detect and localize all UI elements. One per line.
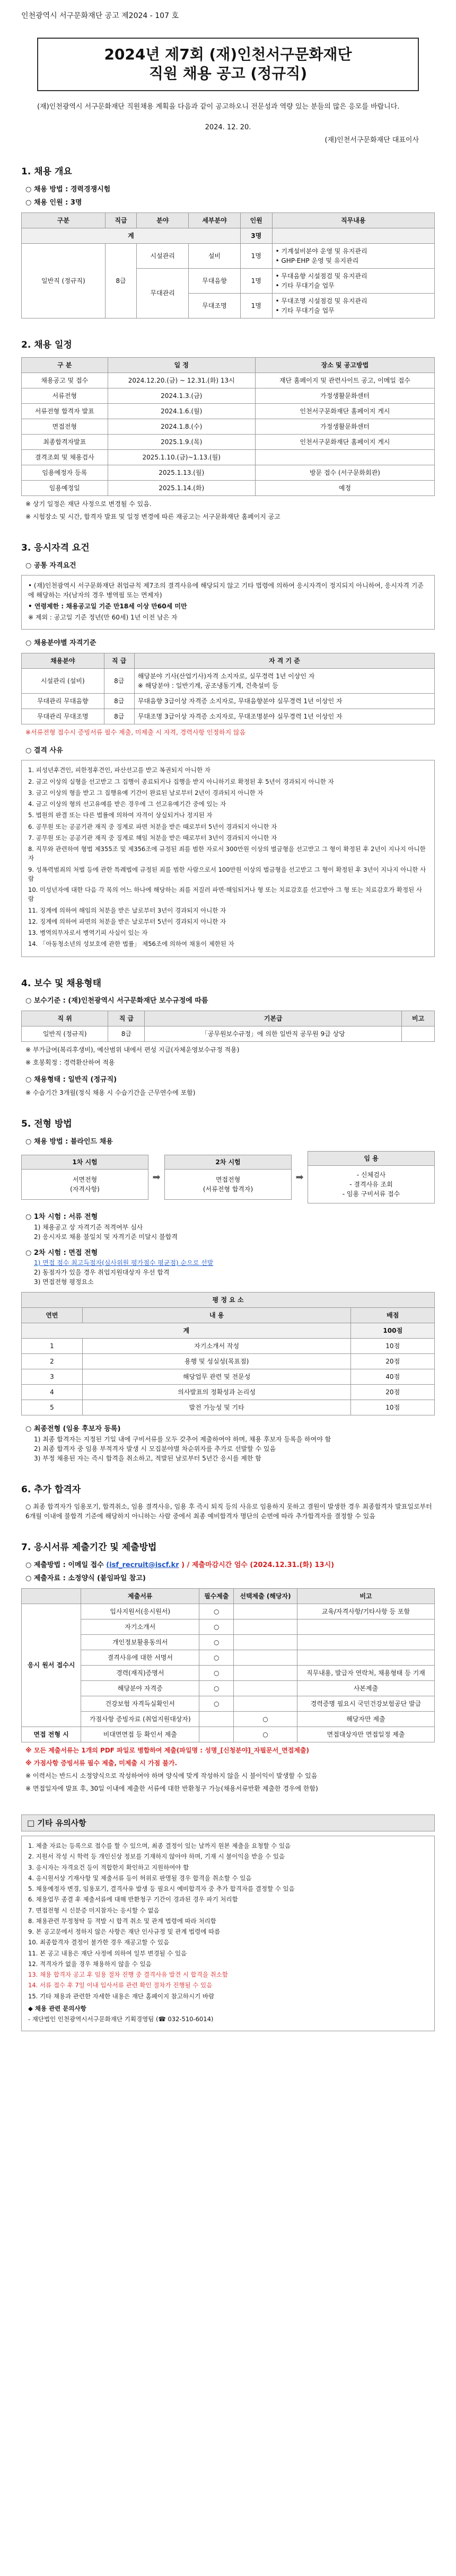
list-item: 3) 부정 채용된 자는 즉시 합격을 취소하고, 적발된 날로부터 5년간 응시를 제한 함 [34, 1454, 261, 1462]
list-item: 2) 응시자로 채용 불일치 및 자격기준 미달시 불합격 [34, 1233, 178, 1241]
list-item: 15. 기타 채용과 관련한 자세한 내용은 재단 홈페이지 참고하시기 바람 [28, 1992, 215, 2000]
list-item: 2) 동점자가 있을 경우 취업지원대상자 우선 합격 [34, 1269, 170, 1277]
title-line-2: 직원 채용 공고 (정규직) [148, 65, 308, 83]
list-item: 4. 응시원서상 기재사항 및 제출서류 등이 허위로 판명될 경우 합격을 취소할 수 있음 [28, 1874, 252, 1882]
list-item: 6. 공무원 또는 공공기관 재직 중 징계로 파면 처분을 받은 때로부터 5년이 경과되지 아니한 자 [28, 822, 277, 830]
table-row: 4 의사발표의 정확성과 논리성 20점 [22, 1385, 435, 1400]
table-row: 시설관리 (설비) 8급 해당분야 기사(산업기사)자격 소지자로, 실무경력 1년 이상인 자 ※ 해당분야 : 일반기계, 공조냉동기계, 건축설비 등 [22, 668, 435, 693]
arrow-right-icon: ➡ [295, 1172, 304, 1183]
th-grade: 직급 [105, 213, 137, 228]
list-item: 3) 면접전형 평정요소 [34, 1278, 94, 1286]
additional-pass-text: ○ 최종 합격자가 임용포기, 합격취소, 임용 결격사유, 임용 후 즉시 퇴직 등의 사유로 임용하지 못하고 결원이 발생한 경우 최종합격자 발표일로부터 6개월 이내에 불합격 기준에 해당하지 아니하는 사람 중에서 최종 예비합격자 명단의 순번에 따라 추가합격자를 결정할 수 있음 [25, 1503, 432, 1520]
pdf-note: ※ 모든 제출서류는 1개의 PDF 파일로 병합하여 제출(파일명 : 성명_[신청분야]_자필문서_면접제출) [25, 1746, 310, 1754]
table-row: 경력(재직)증명서 ○ 직무내용, 발급자 연락처, 채용형태 등 기재 [22, 1665, 435, 1680]
table-row: 무대관리 무대음향 8급 무대음향 3급이상 자격증 소지자로, 무대음향분야 실무경력 1년 이상인 자 [22, 693, 435, 709]
list-item: 1. 피성년후견인, 피한정후견인, 파산선고를 받고 복권되지 아니한 자 [28, 766, 211, 774]
section-8-title: □ 기타 유의사항 [21, 1814, 435, 1832]
subfield-cell: 무대음향 [189, 268, 241, 293]
th-category: 구분 [22, 213, 106, 228]
field-req-title: ○ 채용분야별 자격기준 [25, 639, 97, 648]
qualification-table [21, 653, 435, 724]
table-row: 채용공고 및 접수 2024.12.20.(금) ~ 12.31.(화) 13시 재단 홈페이지 및 관련사이트 공고, 이메일 접수 [22, 373, 435, 388]
title-box [37, 38, 419, 91]
list-item: 14. 「아동청소년의 성보호에 관한 법률」 제56조에 의하여 채용이 제한된 자 [28, 940, 234, 948]
notice-number: 인천광역시 서구문화재단 공고 제2024 - 107 호 [21, 12, 179, 20]
list-item: 13. 병역의무자로서 병역기피 사실이 있는 자 [28, 929, 148, 937]
table-row: 무대관리 무대조명 8급 무대조명 3급이상 자격증 소지자로, 무대조명분야 실무경력 1년 이상인 자 [22, 709, 435, 724]
table-row: 해당분야 자격증 ○ 사본제출 [22, 1680, 435, 1696]
grade-cell: 8급 [105, 243, 137, 318]
field-stage: 무대관리 [137, 268, 189, 318]
th-field: 채용분야 [22, 653, 104, 668]
table-row: 개인정보활용동의서 ○ [22, 1634, 435, 1650]
intro-text: (재)인천광역시 서구문화재단 직원채용 계획을 다음과 같이 공고하오니 전문성과 역량 있는 분들의 많은 응모를 바랍니다. [37, 102, 400, 111]
count-cell: 1명 [240, 293, 272, 318]
table-row: 1 자기소개서 작성 10점 [22, 1339, 435, 1354]
subfield-cell: 설비 [189, 243, 241, 268]
section-3-title: 3. 응시자격 요건 [21, 543, 90, 554]
count-cell: 1명 [240, 243, 272, 268]
table-row: 응시 원서 접수시 입사지원서(응시원서) ○ 교육/자격사항/기타사항 등 포함 [22, 1604, 435, 1619]
evaluation-table: 평 정 요 소 연번 내 용 배점 계 100점 1 자기소개서 작성 10점 2 용행 및 성실성(목표점) 20점 3 해당업무 관련 및 전문성 40점 4 의사발표의 정확성과 논리성 20점 5 발전 가능성 및 기타 10점 [21, 1292, 435, 1415]
form-note: ※ 이력서는 반드시 소정양식으로 작성하여야 하며 양식에 맞게 작성하지 않을 시 불이익이 발생할 수 있음 [25, 1772, 318, 1780]
table-row: 임용예정자 등록 2025.1.13.(월) 방문 접수 (서구문화회관) [22, 465, 435, 481]
section-6-title: 6. 추가 합격자 [21, 1484, 81, 1495]
documents-table: 제출서류 필수제출 선택제출 (해당자) 비고 응시 원서 접수시 입사지원서(응시원서) ○ 교육/자격사항/기타사항 등 포함 자기소개서 ○ 개인정보활용동의서 ○ 결격사유에 대한 서명서 ○ 경력(재직)증명서 ○ 직무내용, 발급자 연락처, 채용형태 등 기재 해당분야 자격증 ○ 사본제출 건강보험 자격득실확인서 ○ 경력증명 필요시 국민건강보험공단 발급 가점사항 증빙자료 (취업지원대상자) ○ 해당자만 제출 면접 전형 시 비대면면접 등 확인서 제출 ○ 면접대상자만 면접일정 제출 [21, 1588, 435, 1742]
list-item: 11. 징계에 의하여 해임의 처분을 받은 날로부터 3년이 경과되지 아니한 자 [28, 906, 226, 914]
group-cell: 일반직 (정규직) [22, 243, 106, 318]
section-2-title: 2. 채용 일정 [21, 339, 72, 350]
submission-docs: ○ 제출자료 : 소정양식 (붙임파일 참고) [25, 1574, 146, 1583]
step-2: 2차 시험 면접전형 (서류전형 합격자) [164, 1155, 292, 1200]
th-schedule: 일 정 [108, 358, 255, 373]
table-row: 2 용행 및 성실성(목표점) 20점 [22, 1354, 435, 1369]
th-requirement: 자 격 기 준 [134, 653, 434, 668]
list-item: 1) 면접 점수 최고득점자(심사위원 평가점수 평균점) 순으로 선발 [34, 1259, 214, 1267]
first-exam: ○ 1차 시험 : 서류 전형 [25, 1213, 98, 1221]
count-cell: 1명 [240, 268, 272, 293]
th-remark: 비고 [402, 1011, 435, 1026]
list-item: 1) 채용공고 상 자격기준 적격여부 심사 [34, 1223, 143, 1231]
pay-table [21, 1011, 435, 1042]
total-count: 3명 [240, 228, 272, 243]
list-item: 2. 금고 이상의 실형을 선고받고 그 집행이 종료되거나 집행을 받지 아니하기로 확정된 후 5년이 경과되지 아니한 자 [28, 777, 334, 785]
overview-table [21, 213, 435, 318]
list-item: 12. 징계에 의하여 파면의 처분을 받은 날로부터 5년이 경과되지 아니한 자 [28, 917, 226, 925]
th-duty: 직무내용 [272, 213, 435, 228]
table-row: 결격사유에 대한 서명서 ○ [22, 1650, 435, 1665]
selection-steps [21, 1151, 435, 1203]
list-item: 1) 최종 합격자는 지정된 기일 내에 구비서류를 모두 갖추어 제출하여야 하며, 채용 후보자 등록을 하여야 함 [34, 1435, 331, 1443]
list-item: 3. 금고 이상의 형을 받고 그 집행유예 기간이 완료된 날로부터 2년이 경과되지 아니한 자 [28, 789, 264, 796]
th-position: 직 위 [22, 1011, 108, 1026]
employment-type: ○ 채용형태 : 일반직 (정규직) [25, 1075, 117, 1084]
table-row: 자기소개서 ○ [22, 1619, 435, 1634]
th-count: 인원 [240, 213, 272, 228]
selection-method: ○ 채용 방법 : 블라인드 채용 [25, 1137, 113, 1146]
common-req-box [21, 575, 435, 630]
common-req-item: ※ 제외 : 공고일 기준 정년(만 60세) 1년 이전 남은 자 [28, 614, 178, 622]
second-exam: ○ 2차 시험 : 면접 전형 [25, 1249, 98, 1257]
th-field: 분야 [137, 213, 189, 228]
list-item: 5. 법원의 판결 또는 다른 법률에 의하여 자격이 상실되거나 정지된 자 [28, 811, 213, 819]
list-item: 5. 채용예정자 변경, 임용포기, 결격사유 발생 등 필요시 예비합격자 중 추가 합격자를 결정할 수 있음 [28, 1885, 295, 1893]
organization: (재)인천서구문화재단 대표이사 [325, 136, 419, 144]
eval-title: 평 정 요 소 [22, 1293, 435, 1308]
list-item: 9. 본 공고문에서 정하지 않은 사항은 재단 인사규정 및 관계 법령에 따름 [28, 1928, 221, 1936]
list-item: 8. 채용관련 부정청탁 등 적발 시 합격 취소 및 관계 법령에 따라 처리함 [28, 1917, 216, 1925]
schedule-table [21, 357, 435, 496]
contact-title: ◆ 채용 관련 문의사항 [28, 2004, 86, 2012]
th-grade: 직 급 [104, 653, 134, 668]
final-stage: ○ 최종전형 (임용 후보자 등록) [25, 1425, 121, 1433]
table-row: 3 해당업무 관련 및 전문성 40점 [22, 1369, 435, 1385]
table-row: 결격조회 및 채용검사 2025.1.10.(금)~1.13.(월) [22, 450, 435, 465]
schedule-note-1: ※ 상기 일정은 재단 사정으로 변경될 수 있음. [25, 500, 152, 508]
duty-cell: • 기계설비분야 운영 및 유지관리 • GHP·EHP 운영 및 유지관리 [272, 243, 435, 268]
bonus-note: ※ 가점사항 증빙서류 필수 제출, 미제출 시 가점 불가. [25, 1759, 178, 1767]
th-item: 구 분 [22, 358, 108, 373]
duty-cell: • 무대음향 시설점검 및 유지관리 • 기타 무대기술 업무 [272, 268, 435, 293]
table-row: 일반직 (정규직) 8급 「공무원보수규정」에 의한 일반직 공무원 9급 상당 [22, 1026, 435, 1041]
section-5-title: 5. 전형 방법 [21, 1119, 72, 1130]
table-row: 가점사항 증빙자료 (취업지원대상자) ○ 해당자만 제출 [22, 1711, 435, 1727]
pay-basis: ○ 보수기준 : (재)인천광역시 서구문화재단 보수규정에 따름 [25, 997, 208, 1005]
recruit-method: ○ 채용 방법 : 경력경쟁시험 [25, 185, 111, 193]
step-3: 임 용 - 신체검사 - 결격사유 조회 - 임용 구비서류 접수 [308, 1151, 435, 1203]
return-note: ※ 면접일자에 발표 후, 30일 이내에 제출한 서류에 대한 반환청구 가능(채용서류반환 제출한 경우에 한함) [25, 1784, 318, 1792]
list-item: 11. 본 공고 내용은 재단 사정에 의하여 일부 변경될 수 있음 [28, 1949, 187, 1957]
etc-box [21, 1836, 435, 2031]
email-link[interactable]: (isf_recruit@iscf.kr [106, 1561, 179, 1569]
disqualification-title: ○ 결격 사유 [25, 746, 63, 755]
table-row: 건강보험 자격득실확인서 ○ 경력증명 필요시 국민건강보험공단 발급 [22, 1696, 435, 1711]
list-item: 10. 최종합격자 결정이 불가한 경우 재공고할 수 있음 [28, 1938, 170, 1946]
list-item: 7. 면접전형 시 신분증 미지참자는 응시할 수 없음 [28, 1906, 160, 1914]
title-line-1: 2024년 제7회 (재)인천서구문화재단 [104, 46, 352, 63]
total-label: 계 [22, 228, 241, 243]
table-row: 서류전형 합격자 발표 2024.1.6.(월) 인천서구문화재단 홈페이지 게시 [22, 404, 435, 419]
duty-cell: • 무대조명 시설점검 및 유지관리 • 기타 무대기술 업무 [272, 293, 435, 318]
list-item: 9. 성폭력범죄의 처벌 등에 관한 특례법에 규정된 죄를 범한 사람으로서 100만원 이상의 벌금형을 선고받고 그 형이 확정된 후 3년이 지나지 아니한 사람 [28, 865, 426, 882]
probation-note: ※ 수습기간 3개월(정식 채용 시 수습기간을 근무연수에 포함) [25, 1089, 196, 1097]
arrow-right-icon: ➡ [152, 1172, 161, 1183]
table-row: 5 발전 가능성 및 기타 10점 [22, 1400, 435, 1415]
pay-note-1: ※ 부가급여(복리후생비), 예산범위 내에서 편성 지급(자체운영보수규정 적용) [25, 1046, 240, 1054]
step-1: 1차 시험 서면전형 (자격사항) [21, 1155, 148, 1200]
contact-info: - 재단법인 인천광역시서구문화재단 기획경영팀 (☎ 032-510-6014) [28, 2015, 214, 2023]
list-item: 10. 미성년자에 대한 다음 각 목의 어느 하나에 해당하는 죄를 저질러 파면·해임되거나 형 또는 치료감호를 선고받아 그 형 또는 치료감호가 확정된 사람 [28, 886, 423, 903]
common-req-item: • (재)인천광역시 서구문화재단 취업규칙 제7조의 결격사유에 해당되지 않고 기타 법령에 의하여 응시자격이 정지되지 아니하여, 응시자격 기준에 해당하는 자(남자의 경우 병역필 또는 면제자) [28, 582, 424, 599]
list-item: 2) 최종 합격자 중 임용 부적격자 발생 시 모집분야별 차순위자를 추가로 선발할 수 있음 [34, 1445, 276, 1453]
table-row: 서류전형 2024.1.3.(금) 가정생활문화센터 [22, 388, 435, 404]
list-item: 12. 적격자가 없을 경우 채용하지 않을 수 있음 [28, 1960, 152, 1968]
table-row: 임용예정일 2025.1.14.(화) 예정 [22, 481, 435, 496]
table-row: 면접전형 2024.1.8.(수) 가정생활문화센터 [22, 419, 435, 435]
list-item: 3. 응시자는 자격요건 등이 적합한지 확인하고 지원하여야 함 [28, 1863, 189, 1871]
list-item: 13. 채용 합격자 공고 후 임용 절차 진행 중 결격사유 발견 시 합격을 취소함 [28, 1971, 228, 1979]
table-row: 면접 전형 시 비대면면접 등 확인서 제출 ○ 면접대상자만 면접일정 제출 [22, 1727, 435, 1742]
notice-date: 2024. 12. 20. [205, 123, 251, 132]
th-grade: 직 급 [108, 1011, 145, 1026]
evidence-note: ※서류전형 접수시 증빙서류 필수 제출, 미제출 시 자격, 경력사항 인정하지 않음 [25, 728, 246, 736]
recruit-count: ○ 채용 인원 : 3명 [25, 199, 82, 207]
th-place: 장소 및 공고방법 [255, 358, 434, 373]
list-item: 7. 공무원 또는 공공기관 재직 중 징계로 해임 처분을 받은 때로부터 3년이 경과되지 아니한 자 [28, 834, 277, 842]
section-7-title: 7. 응시서류 제출기간 및 제출방법 [21, 1542, 157, 1553]
list-item: 4. 금고 이상의 형의 선고유예를 받은 경우에 그 선고유예기간 중에 있는 자 [28, 800, 226, 808]
th-base-pay: 기본급 [145, 1011, 402, 1026]
field-facility: 시설관리 [137, 243, 189, 268]
th-subfield: 세부분야 [189, 213, 241, 228]
subfield-cell: 무대조명 [189, 293, 241, 318]
section-1-title: 1. 채용 개요 [21, 166, 72, 178]
common-req-title: ○ 공통 자격요건 [25, 561, 76, 570]
table-row: 최종합격자발표 2025.1.9.(목) 인천서구문화재단 홈페이지 게시 [22, 435, 435, 450]
list-item: 1. 제출 자료는 등록으로 접수를 할 수 있으며, 최종 결정이 있는 날까지 원본 제출을 요청할 수 있음 [28, 1842, 291, 1850]
section-4-title: 4. 보수 및 채용형태 [21, 978, 101, 989]
common-req-item: • 연령제한 : 채용공고일 기준 만18세 이상 만60세 미만 [28, 603, 187, 610]
disqualification-box [21, 760, 435, 957]
list-item: 6. 채용업무 종결 후 제출서류에 대해 반환청구 기간이 경과된 경우 파기 처리함 [28, 1896, 238, 1904]
submission-method: ○ 제출방법 : 이메일 접수 (isf_recruit@iscf.kr ) / 제출마감시간 엄수 (2024.12.31.(화) 13시) [25, 1561, 335, 1569]
list-item: 2. 지원서 작성 시 학력 등 개인신상 정보를 기재하지 않아야 하며, 기재 시 불이익을 받을 수 있음 [28, 1853, 285, 1861]
pay-note-2: ※ 호봉획정 : 경력환산하여 적용 [25, 1058, 115, 1066]
list-item: 14. 서류 접수 후 7일 이내 입사서류 관련 확인 절차가 진행될 수 있음 [28, 1981, 213, 1989]
list-item: 8. 직무와 관련하여 형법 제355조 및 제356조에 규정된 죄를 범한 자로서 300만원 이상의 벌금형을 선고받고 그 형이 확정된 후 2년이 지나지 아니한 자 [28, 845, 426, 862]
schedule-note-2: ※ 시험장소 및 시간, 합격자 발표 및 일정 변경에 따른 재공고는 서구문화재단 홈페이지 공고 [25, 513, 280, 521]
